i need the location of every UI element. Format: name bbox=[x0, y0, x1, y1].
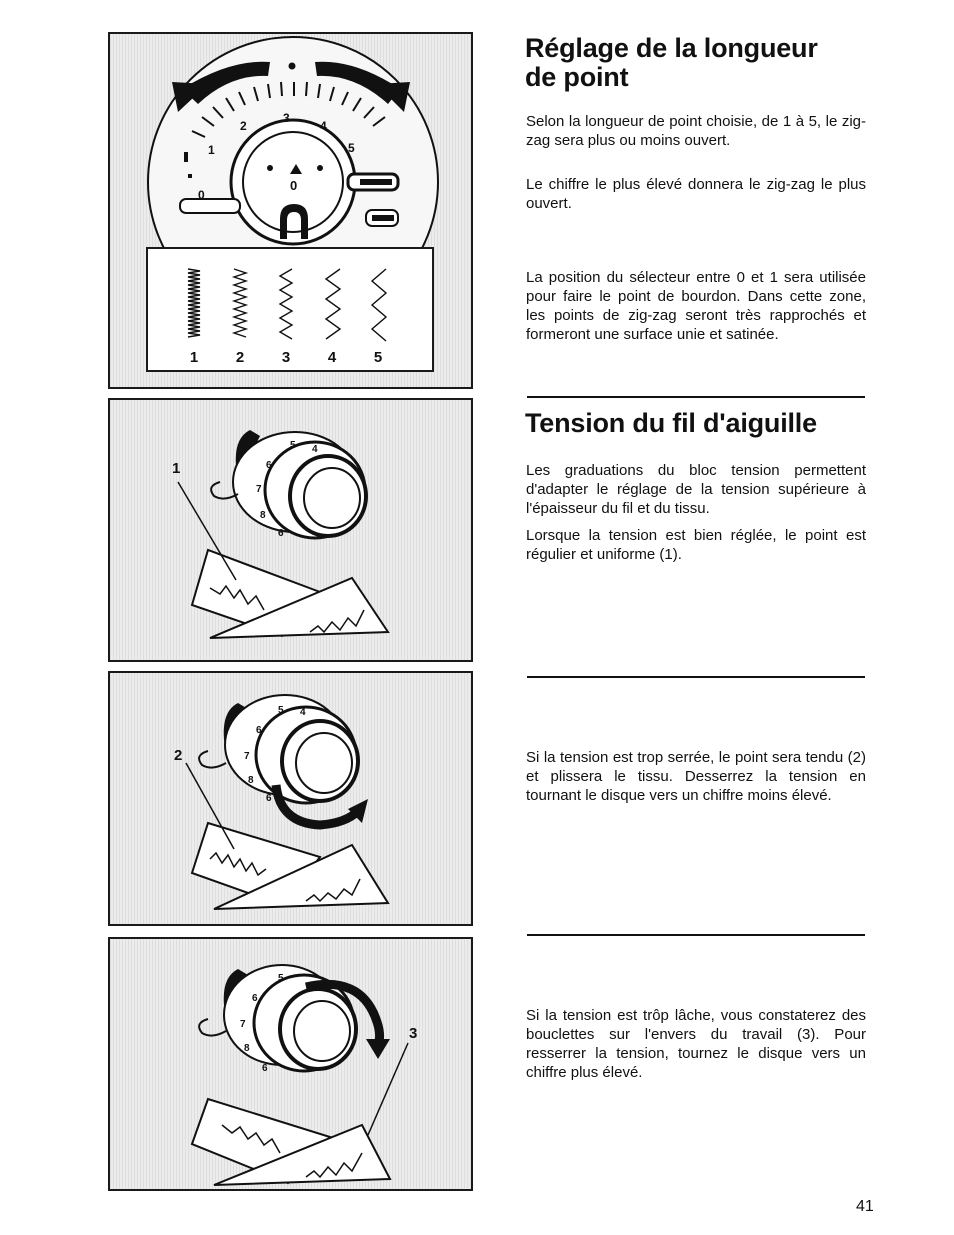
callout-2: 2 bbox=[174, 747, 183, 764]
paragraph-stitch-length-3: La position du sélecteur entre 0 et 1 sera utilisée pour faire le point de bourdon. Dans cette zone, les points de zig-zag seront très rapprochés et formeront une surface unie et satinée. bbox=[526, 269, 866, 343]
heading-tension: Tension du fil d'aiguille bbox=[525, 408, 817, 438]
dial-number-1: 1 bbox=[208, 143, 215, 157]
tension-number-8: 8 bbox=[248, 775, 254, 786]
divider-3 bbox=[527, 934, 865, 936]
tension-number-8: 8 bbox=[244, 1043, 250, 1054]
tension-number-6b: 6 bbox=[266, 793, 272, 804]
divider-1 bbox=[527, 396, 865, 398]
tension-number-7: 7 bbox=[240, 1019, 246, 1030]
stitch-samples-box bbox=[146, 247, 434, 372]
tension-number-6: 6 bbox=[252, 993, 258, 1004]
tension-dial-tight-illustration bbox=[110, 673, 473, 926]
tension-number-7: 7 bbox=[256, 484, 262, 495]
dial-pointer-left bbox=[180, 199, 240, 213]
tension-number-7: 7 bbox=[244, 751, 250, 762]
heading-stitch-length bbox=[525, 34, 905, 92]
tension-number-5: 5 bbox=[278, 973, 284, 984]
tension-number-5: 5 bbox=[278, 705, 284, 716]
dial-number-3: 3 bbox=[283, 111, 290, 125]
paragraph-tension-2: Lorsque la tension est bien réglée, le point est régulier et uniforme (1). bbox=[526, 527, 866, 563]
stitch-label-1: 1 bbox=[189, 349, 199, 366]
dial-number-2: 2 bbox=[240, 119, 247, 133]
stitch-sample-2 bbox=[234, 269, 246, 337]
figure-tension-correct bbox=[108, 398, 473, 662]
stitch-sample-5 bbox=[372, 269, 386, 341]
stitch-label-2: 2 bbox=[235, 349, 245, 366]
divider-2 bbox=[527, 676, 865, 678]
callout-1: 1 bbox=[172, 460, 181, 477]
stitch-label-3: 3 bbox=[281, 349, 291, 366]
tension-number-4: 4 bbox=[312, 444, 318, 455]
tension-number-5: 5 bbox=[290, 440, 296, 451]
dial-number-4: 4 bbox=[320, 119, 327, 133]
figure-stitch-length-dial bbox=[108, 32, 473, 389]
dial-number-0: 0 bbox=[198, 188, 205, 202]
stitch-sample-1 bbox=[188, 269, 200, 337]
page-number: 41 bbox=[856, 1198, 874, 1215]
stitch-sample-4 bbox=[326, 269, 340, 339]
heading-stitch-length-line2: de point bbox=[525, 62, 629, 92]
tension-number-6b: 6 bbox=[278, 528, 284, 539]
figure-tension-tight bbox=[108, 671, 473, 926]
tension-number-4: 4 bbox=[300, 707, 306, 718]
stitch-sample-3 bbox=[280, 269, 292, 339]
paragraph-tension-4: Si la tension est trôp lâche, vous constaterez des bouclettes sur l'envers du travail (3). Pour resserrer la tension, tournez le disque vers un chiffre plus élevé. bbox=[526, 1007, 866, 1081]
callout-3: 3 bbox=[409, 1025, 418, 1042]
tension-number-8: 8 bbox=[260, 510, 266, 521]
inner-dial-label: 0 bbox=[290, 178, 298, 193]
paragraph-stitch-length-2: Le chiffre le plus élevé donnera le zig-zag le plus ouvert. bbox=[526, 176, 866, 212]
figure-tension-loose bbox=[108, 937, 473, 1191]
stitch-label-5: 5 bbox=[373, 349, 383, 366]
paragraph-tension-1: Les graduations du bloc tension permettent d'adapter le réglage de la tension supérieure à l'épaisseur du fil et du tissu. bbox=[526, 462, 866, 517]
tension-dial-correct-illustration bbox=[110, 400, 473, 662]
paragraph-tension-3: Si la tension est trop serrée, le point sera tendu (2) et plissera le tissu. Desserrez la tension en tournant le disque vers un chiffre moins élevé. bbox=[526, 749, 866, 804]
heading-stitch-length-line1: Réglage de la longueur bbox=[525, 33, 818, 63]
tension-dial-loose-illustration bbox=[110, 939, 473, 1191]
tension-number-6: 6 bbox=[266, 460, 272, 471]
stitch-label-4: 4 bbox=[327, 349, 337, 366]
tension-number-6: 6 bbox=[256, 725, 262, 736]
tension-number-6b: 6 bbox=[262, 1063, 268, 1074]
dial-number-5: 5 bbox=[348, 141, 355, 155]
paragraph-stitch-length-1: Selon la longueur de point choisie, de 1 à 5, le zig-zag sera plus ou moins ouvert. bbox=[526, 113, 866, 149]
